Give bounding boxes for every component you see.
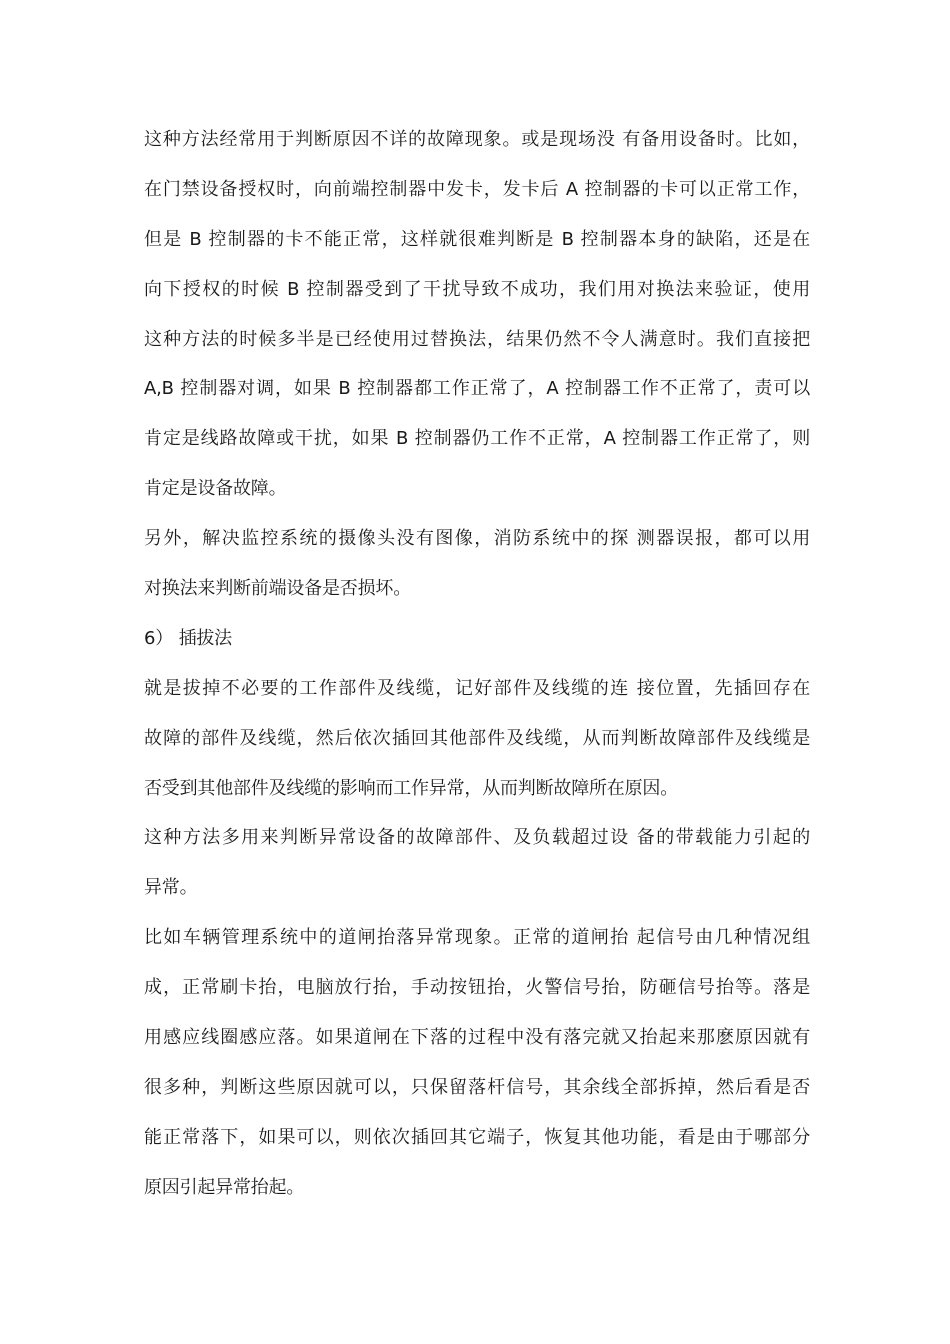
text-line: 成，正常刷卡抬，电脑放行抬，手动按钮抬，火警信号抬，防砸信号抬等。落是 (144, 977, 810, 999)
text-line: 肯定是线路故障或干扰，如果 B 控制器仍工作不正常，A 控制器工作正常了，则 (144, 428, 810, 450)
text-line: 很多种，判断这些原因就可以，只保留落杆信号，其余线全部拆掉，然后看是否 (144, 1076, 810, 1098)
text-line: 在门禁设备授权时，向前端控制器中发卡，发卡后 A 控制器的卡可以正常工作， (144, 178, 810, 200)
text-line: 异常。 (144, 877, 198, 899)
text-line: 这种方法经常用于判断原因不详的故障现象。或是现场没 有备用设备时。比如， (144, 129, 810, 150)
text-line: 肯定是设备故障。 (144, 478, 287, 500)
text-line: 另外，解决监控系统的摄像头没有图像，消防系统中的探 测器误报，都可以用 (144, 528, 810, 550)
text-line: 否受到其他部件及线缆的影响而工作异常，从而判断故障所在原因。 (144, 777, 678, 799)
text-line: 向下授权的时候 B 控制器受到了干扰导致不成功，我们用对换法来验证，使用 (144, 278, 810, 300)
text-line: 能正常落下，如果可以，则依次插回其它端子，恢复其他功能，看是由于哪部分 (144, 1126, 810, 1148)
text-line: A,B 控制器对调，如果 B 控制器都工作正常了，A 控制器工作不正常了，责可以 (144, 378, 810, 400)
text-line: 对换法来判断前端设备是否损坏。 (144, 578, 411, 600)
text-line: 就是拔掉不必要的工作部件及线缆，记好部件及线缆的连 接位置，先插回存在 (144, 677, 810, 699)
text-line: 故障的部件及线缆，然后依次插回其他部件及线缆，从而判断故障部件及线缆是 (144, 727, 810, 749)
text-line: 但是 B 控制器的卡不能正常，这样就很难判断是 B 控制器本身的缺陷，还是在 (144, 228, 810, 250)
text-line: 这种方法多用来判断异常设备的故障部件、及负载超过设 备的带载能力引起的 (144, 827, 810, 849)
text-line: 这种方法的时候多半是已经使用过替换法，结果仍然不令人满意时。我们直接把 (144, 328, 810, 350)
text-line: 用感应线圈感应落。如果道闸在下落的过程中没有落完就又抬起来那麽原因就有 (144, 1027, 810, 1049)
text-line: 比如车辆管理系统中的道闸抬落异常现象。正常的道闸抬 起信号由几种情况组 (144, 927, 810, 949)
section-heading: 6） 插拔法 (144, 627, 232, 649)
document-body (144, 115, 810, 1213)
text-line: 原因引起异常抬起。 (144, 1176, 305, 1198)
